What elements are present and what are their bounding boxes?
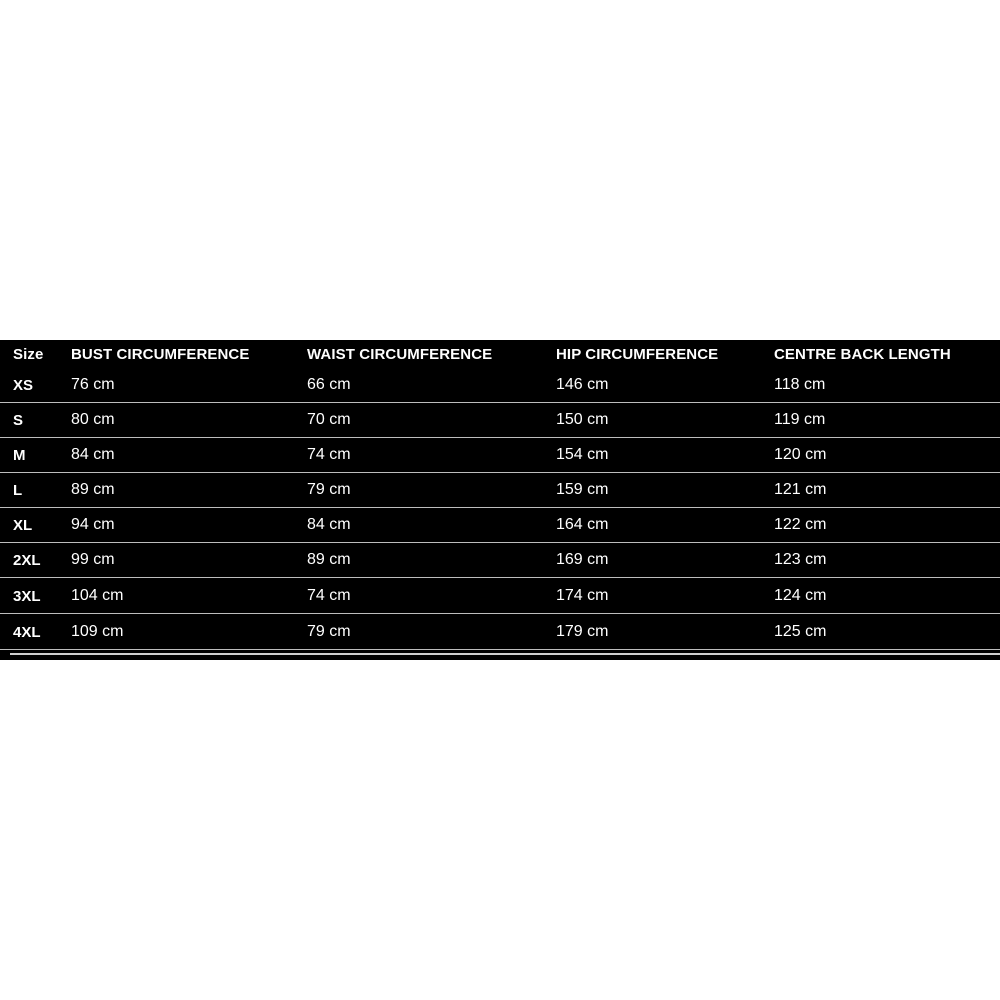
size-cell: 4XL [13,623,41,641]
bust-cell: 80 cm [71,411,115,428]
waist-cell: 79 cm [307,481,351,498]
back-length-cell: 123 cm [774,551,827,568]
size-cell: 2XL [13,551,41,569]
waist-cell: 70 cm [307,411,351,428]
table-row [0,403,1000,438]
waist-cell: 66 cm [307,376,351,393]
waist-cell: 74 cm [307,446,351,463]
bust-cell: 99 cm [71,551,115,568]
table-row [0,579,1000,614]
waist-cell: 74 cm [307,587,351,604]
back-length-cell: 120 cm [774,446,827,463]
hip-cell: 154 cm [556,446,609,463]
waist-cell: 89 cm [307,551,351,568]
table-row [0,368,1000,403]
waist-cell: 84 cm [307,516,351,533]
bust-cell: 76 cm [71,376,115,393]
header-bust-circumference: BUST CIRCUMFERENCE [71,345,250,363]
size-chart-table [0,340,1000,660]
back-length-cell: 119 cm [774,411,826,428]
table-bottom-divider [10,653,1000,655]
size-cell: S [13,411,24,429]
header-size: Size [13,345,44,363]
header-centre-back-length: CENTRE BACK LENGTH [774,345,951,363]
table-row [0,508,1000,543]
size-cell: XL [13,516,33,534]
size-cell: M [13,446,26,464]
bust-cell: 89 cm [71,481,115,498]
hip-cell: 179 cm [556,623,609,640]
hip-cell: 150 cm [556,411,609,428]
back-length-cell: 125 cm [774,623,827,640]
hip-cell: 146 cm [556,376,609,393]
size-cell: XS [13,376,34,394]
table-row [0,438,1000,473]
size-cell: L [13,481,23,499]
hip-cell: 174 cm [556,587,609,604]
waist-cell: 79 cm [307,623,351,640]
back-length-cell: 121 cm [774,481,827,498]
hip-cell: 164 cm [556,516,609,533]
table-row [0,615,1000,650]
bust-cell: 94 cm [71,516,115,533]
hip-cell: 159 cm [556,481,609,498]
bust-cell: 104 cm [71,587,124,604]
back-length-cell: 122 cm [774,516,827,533]
table-header-row [0,340,1000,368]
back-length-cell: 124 cm [774,587,827,604]
bust-cell: 109 cm [71,623,124,640]
bust-cell: 84 cm [71,446,115,463]
table-row [0,473,1000,508]
header-waist-circumference: WAIST CIRCUMFERENCE [307,345,493,363]
back-length-cell: 118 cm [774,376,826,393]
header-hip-circumference: HIP CIRCUMFERENCE [556,345,719,363]
size-cell: 3XL [13,587,41,605]
table-row [0,543,1000,578]
hip-cell: 169 cm [556,551,609,568]
